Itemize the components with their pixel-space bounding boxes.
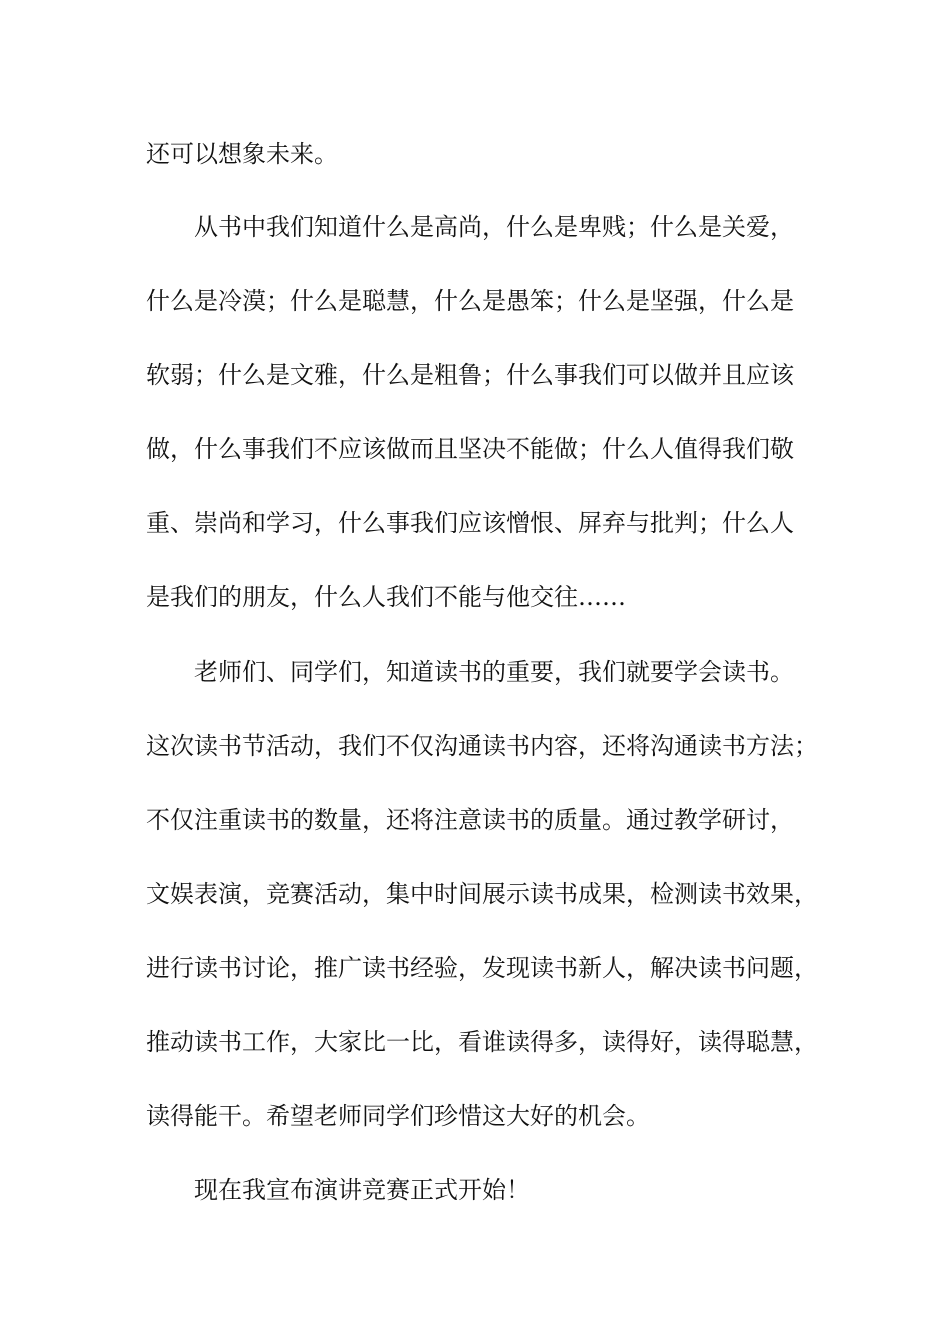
- text-line: 是我们的朋友，什么人我们不能与他交往……: [146, 583, 626, 611]
- text-line: 文娱表演，竞赛活动，集中时间展示读书成果，检测读书效果，: [146, 880, 818, 908]
- text-line: 进行读书讨论，推广读书经验，发现读书新人，解决读书问题，: [146, 954, 818, 982]
- text-line: 还可以想象未来。: [146, 140, 338, 168]
- text-line: 这次读书节活动，我们不仅沟通读书内容，还将沟通读书方法；: [146, 732, 818, 760]
- text-line: 读得能干。希望老师同学们珍惜这大好的机会。: [146, 1102, 650, 1130]
- paragraph-start-line: 现在我宣布演讲竞赛正式开始！: [194, 1176, 530, 1204]
- text-line: 不仅注重读书的数量，还将注意读书的质量。通过教学研讨，: [146, 806, 794, 834]
- text-line: 什么是冷漠；什么是聪慧，什么是愚笨；什么是坚强，什么是: [146, 287, 794, 315]
- text-line: 推动读书工作，大家比一比，看谁读得多，读得好，读得聪慧，: [146, 1028, 818, 1056]
- paragraph-start-line: 从书中我们知道什么是高尚，什么是卑贱；什么是关爱，: [194, 213, 794, 241]
- text-line: 重、崇尚和学习，什么事我们应该憎恨、屏弃与批判；什么人: [146, 509, 794, 537]
- paragraph-start-line: 老师们、同学们，知道读书的重要，我们就要学会读书。: [194, 658, 794, 686]
- text-line: 软弱；什么是文雅，什么是粗鲁；什么事我们可以做并且应该: [146, 361, 794, 389]
- text-line: 做，什么事我们不应该做而且坚决不能做；什么人值得我们敬: [146, 435, 794, 463]
